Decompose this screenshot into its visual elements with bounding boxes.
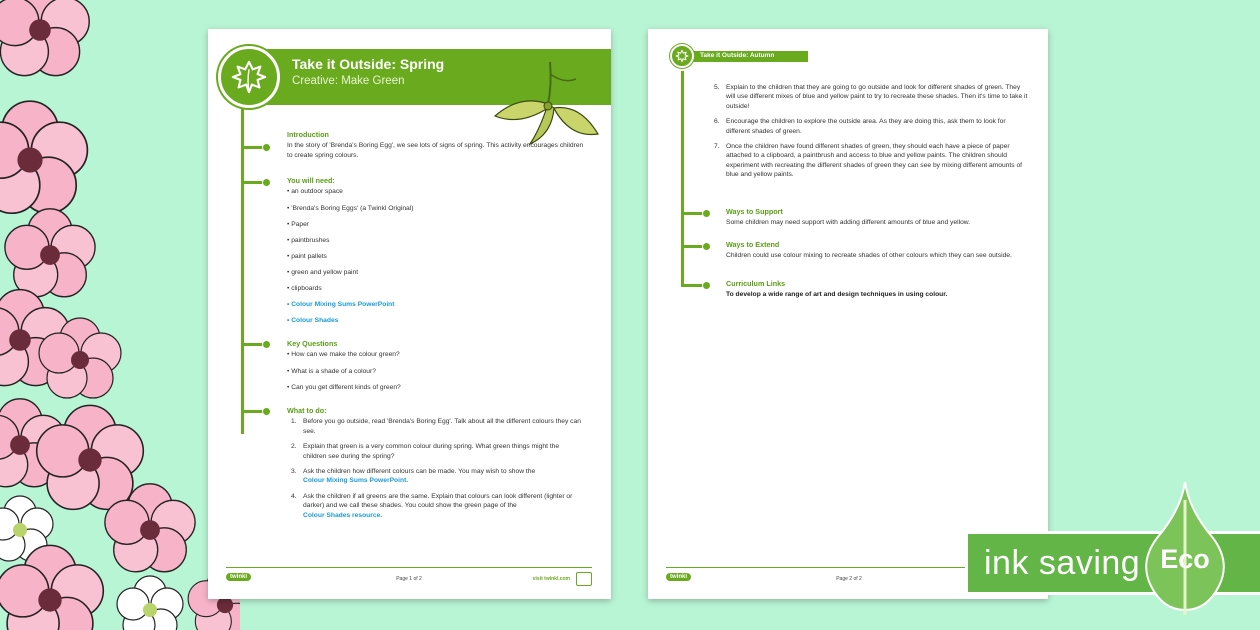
list-item: • 'Brenda's Boring Eggs' (a Twinkl Original) [287,204,587,213]
twinkl-logo: twinkl [666,573,691,581]
step-item: 5. Explain to the children that they are going to go outside and look for different shades of green. They will use different mixes of blue and yellow paint to try to recreate these shades. Then it's time to take it outside! [714,84,1028,110]
list-item: • green and yellow paint [287,268,587,277]
step-item: 6. Encourage the children to explore the outside area. As they are doing this, ask them to look for different shades of green. [714,118,1006,135]
colour-shades-link[interactable]: • Colour Shades [287,316,587,325]
cherry-blossom-decoration [0,0,240,630]
list-item: • paint pallets [287,252,587,261]
section-heading: Curriculum Links [726,279,786,288]
timeline-node [241,410,267,413]
section-heading: Key Questions [287,339,338,348]
page-title-banner [692,51,808,62]
section-heading: You will need: [287,176,335,185]
colour-mixing-sums-link[interactable]: Colour Mixing Sums PowerPoint. [303,477,409,485]
what-to-do-section [287,406,583,526]
colour-mixing-sums-link[interactable]: • Colour Mixing Sums PowerPoint [287,300,587,309]
list-item: • paintbrushes [287,236,587,245]
page-number: Page 1 of 2 [396,576,422,582]
timeline-node [241,343,267,346]
timeline-line [241,109,244,434]
curriculum-links-text: To develop a wide range of art and design techniques in using colour. [726,291,948,299]
step-item: 1. Before you go outside, read 'Brenda's Boring Egg'. Talk about all the different colours they can see. [291,418,581,435]
document-page-2 [648,29,1048,599]
section-heading: What to do: [287,406,327,415]
list-item: • Paper [287,220,587,229]
introduction-section [287,130,587,160]
timeline-line [681,71,684,285]
timeline-node [241,146,267,149]
ways-to-support-section [726,207,1026,228]
ways-to-extend-text: Children could use colour mixing to recreate shades of other colours which they can see outside. [726,252,1012,260]
document-page-1 [208,29,611,599]
timeline-node [681,212,707,215]
you-will-need-section [287,176,587,332]
curriculum-links-section [726,279,1026,300]
ways-to-support-text: Some children may need support with adding different amounts of blue and yellow. [726,219,971,227]
page-title: Take it Outside: Spring [292,56,445,72]
step-item: 4. Ask the children if all greens are the same. Explain that colours can look different (lighter or darker) and we call these shades. You could show the green page of the Colour Shades resource. [291,492,573,519]
list-item: • an outdoor space [287,187,587,196]
eco-label: Eco [1160,544,1210,574]
step-item: 7. Once the children have found different shades of green, they should each have a piece of paper attached to a clipboard, a paintbrush and access to blue and yellow paints. The children should experiment with recreating the different shades of green they can see by mixing different amounts of blue and yellow paints. [714,143,1023,179]
list-item: • clipboards [287,284,587,293]
eco-drop-icon [1143,480,1227,615]
list-item: • What is a shade of a colour? [287,367,587,376]
timeline-node [241,181,267,184]
step-item: 2. Explain that green is a very common colour during spring. What green things might the children see during the spring? [291,443,560,460]
leaf-logo-icon [218,46,280,108]
page-title: Take it Outside: Autumn [700,52,775,59]
step-item: 3. Ask the children how different colours can be made. You may wish to show the Colour Mixing Sums PowerPoint. [291,468,536,485]
list-item: • How can we make the colour green? [287,350,587,359]
introduction-text: In the story of 'Brenda's Boring Egg', we see lots of signs of spring. This activity encourages children to create spring colours. [287,142,584,159]
section-heading: Ways to Support [726,207,783,216]
colour-shades-resource-link[interactable]: Colour Shades resource. [303,511,383,519]
visit-link[interactable]: visit twinkl.com [532,576,570,582]
ways-to-extend-section [726,240,1026,261]
section-heading: Introduction [287,130,329,139]
ink-saving-label: ink saving [984,544,1141,582]
checked-stamp-icon [576,572,592,586]
section-heading: Ways to Extend [726,240,780,249]
timeline-node [681,245,707,248]
twinkl-logo: twinkl [226,573,251,581]
what-to-do-continued [710,83,1028,186]
page-number: Page 2 of 2 [836,576,862,582]
list-item: • Can you get different kinds of green? [287,383,587,392]
page-footer [226,567,592,581]
page-subtitle: Creative: Make Green [292,75,405,87]
key-questions-section [287,339,587,399]
timeline-node [681,284,707,287]
leaf-logo-icon [670,44,694,68]
